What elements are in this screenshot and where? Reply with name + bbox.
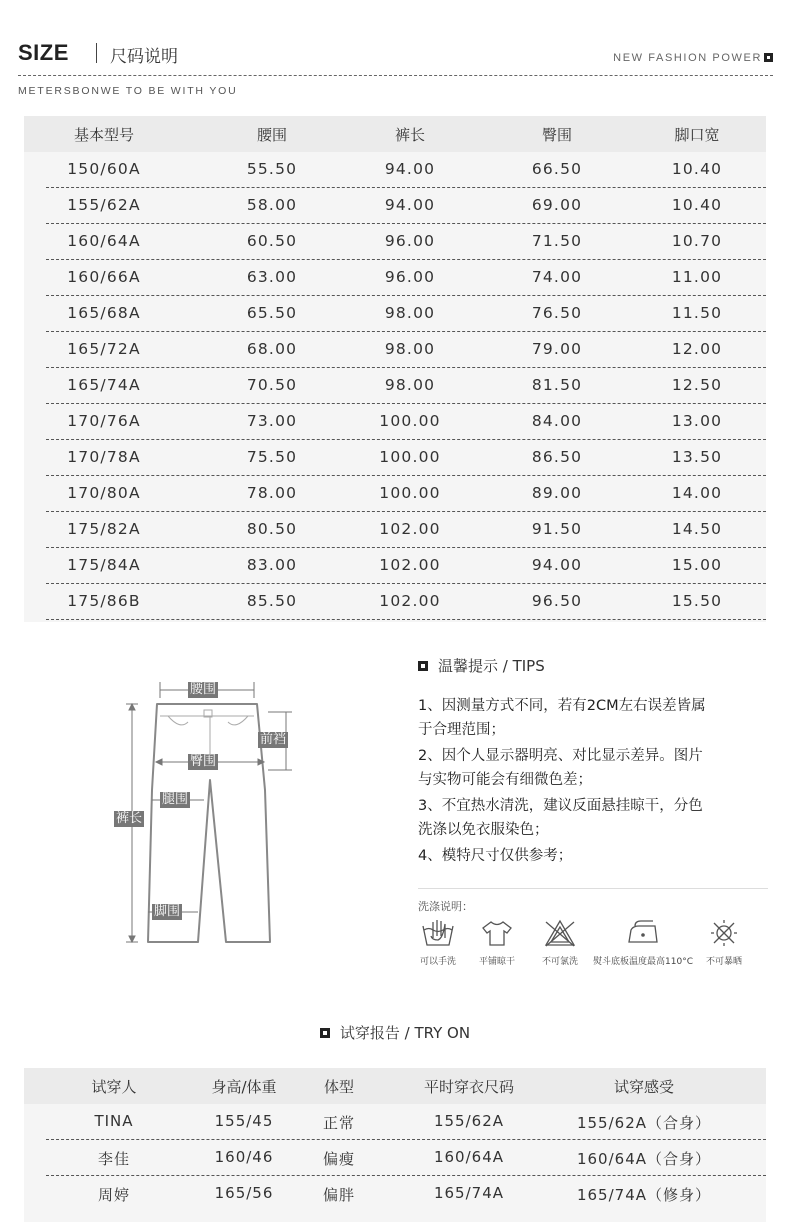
- cell-height-weight: 160/46: [214, 1148, 274, 1166]
- size-heading-cn: 尺码说明: [110, 47, 178, 67]
- cell-waist: 85.50: [246, 592, 298, 610]
- table-row: [24, 440, 766, 476]
- cell-feeling: 160/64A（合身）: [576, 1150, 712, 1168]
- tryon-title: [0, 1022, 790, 1043]
- cell-feeling: 165/74A（修身）: [576, 1186, 712, 1204]
- cell-hip: 84.00: [531, 412, 583, 430]
- cell-hem: 15.50: [671, 592, 723, 610]
- cell-usual-size: 155/62A: [433, 1112, 505, 1130]
- tip-line: 于合理范围；: [418, 722, 505, 738]
- iron-icon: [623, 918, 663, 948]
- col-header-hip: 臀围: [541, 126, 572, 144]
- page-header: [18, 38, 773, 98]
- cell-waist: 75.50: [246, 448, 298, 466]
- col-header-hem: 脚口宽: [674, 126, 720, 144]
- cell-model: 150/60A: [67, 160, 141, 178]
- size-table-header: [24, 116, 766, 152]
- tryon-table: [24, 1068, 766, 1222]
- cell-waist: 60.50: [246, 232, 298, 250]
- table-row: [24, 1104, 766, 1140]
- cell-model: 165/74A: [67, 376, 141, 394]
- cell-waist: 68.00: [246, 340, 298, 358]
- cell-model: 175/82A: [67, 520, 141, 538]
- tip-item: [418, 694, 768, 742]
- cell-waist: 55.50: [246, 160, 298, 178]
- tip-line: 洗涤以免衣服染色；: [418, 822, 549, 838]
- label-waist: 腰围: [190, 682, 217, 697]
- cell-height-weight: 165/56: [214, 1184, 274, 1202]
- table-row: [24, 1140, 766, 1176]
- cell-hem: 10.40: [671, 196, 723, 214]
- no-bleach-icon: [542, 918, 578, 948]
- cell-waist: 83.00: [246, 556, 298, 574]
- cell-waist: 58.00: [246, 196, 298, 214]
- iron-item: [588, 918, 698, 967]
- square-icon: [764, 53, 773, 62]
- tips-title: [418, 655, 768, 676]
- cell-model: 170/80A: [67, 484, 141, 502]
- wash-caption: 可以手洗: [419, 957, 456, 967]
- header-divider: [18, 75, 773, 76]
- col-header-feeling: 试穿感受: [613, 1078, 674, 1096]
- col-header-waist: 腰围: [256, 126, 287, 144]
- cell-length: 100.00: [379, 412, 441, 430]
- cell-model: 155/62A: [67, 196, 141, 214]
- size-table: [24, 116, 766, 622]
- tagline-text: NEW FASHION POWER: [613, 52, 762, 64]
- wash-caption: 不可氯洗: [541, 957, 578, 967]
- label-hip: 臀围: [190, 754, 217, 769]
- cell-feeling: 155/62A（合身）: [576, 1114, 712, 1132]
- cell-usual-size: 165/74A: [433, 1184, 505, 1202]
- cell-waist: 78.00: [246, 484, 298, 502]
- table-row: [24, 296, 766, 332]
- wash-caption: 不可暴晒: [705, 957, 742, 967]
- cell-length: 100.00: [379, 484, 441, 502]
- cell-usual-size: 160/64A: [433, 1148, 505, 1166]
- table-row: [24, 188, 766, 224]
- cell-length: 98.00: [384, 304, 436, 322]
- cell-length: 100.00: [379, 448, 441, 466]
- table-row: [24, 548, 766, 584]
- no-sun-item: [702, 918, 746, 967]
- cell-body-type: 偏瘦: [322, 1150, 355, 1168]
- label-length: 裤长: [116, 811, 143, 826]
- heading-divider: [96, 43, 97, 63]
- hand-wash-icon: [420, 918, 456, 948]
- table-row: [24, 1176, 766, 1212]
- table-row: [24, 260, 766, 296]
- cell-tester: 周婷: [97, 1186, 130, 1204]
- tryon-table-header: [24, 1068, 766, 1104]
- tip-line: 2、因个人显示器明亮、对比显示差异。图片: [418, 748, 703, 764]
- table-row: [24, 584, 766, 620]
- cell-length: 94.00: [384, 196, 436, 214]
- tip-line: 1、因测量方式不同，若有2CM左右误差皆属: [418, 698, 706, 714]
- cell-waist: 73.00: [246, 412, 298, 430]
- table-row: [24, 368, 766, 404]
- size-heading: SIZE: [18, 40, 69, 65]
- cell-length: 102.00: [379, 592, 441, 610]
- label-thigh: 腿围: [162, 792, 189, 807]
- wash-caption: 熨斗底板温度最高110°C: [593, 957, 693, 967]
- table-row: [24, 224, 766, 260]
- cell-hem: 11.50: [671, 304, 723, 322]
- table-row: [24, 404, 766, 440]
- cell-model: 175/84A: [67, 556, 141, 574]
- col-header-usual-size: 平时穿衣尺码: [423, 1078, 514, 1096]
- no-sun-icon: [706, 918, 742, 948]
- cell-hem: 10.70: [671, 232, 723, 250]
- cell-hem: 14.00: [671, 484, 723, 502]
- cell-hip: 81.50: [531, 376, 583, 394]
- cell-body-type: 偏胖: [322, 1186, 355, 1204]
- cell-model: 165/68A: [67, 304, 141, 322]
- cell-body-type: 正常: [322, 1114, 355, 1132]
- cell-model: 170/76A: [67, 412, 141, 430]
- table-row: [24, 152, 766, 188]
- tips-title-text: 温馨提示 / TIPS: [438, 657, 545, 675]
- tip-item: [418, 744, 768, 792]
- cell-length: 98.00: [384, 376, 436, 394]
- cell-length: 94.00: [384, 160, 436, 178]
- tryon-title-text: 试穿报告 / TRY ON: [339, 1024, 471, 1042]
- wash-icons: [418, 918, 768, 970]
- cell-model: 160/66A: [67, 268, 141, 286]
- cell-hip: 94.00: [531, 556, 583, 574]
- cell-hem: 15.00: [671, 556, 723, 574]
- cell-hip: 69.00: [531, 196, 583, 214]
- tagline: [613, 52, 773, 64]
- cell-length: 96.00: [384, 232, 436, 250]
- cell-model: 175/86B: [67, 592, 141, 610]
- wash-label: 洗涤说明：: [418, 900, 473, 913]
- col-header-height-weight: 身高/体重: [211, 1078, 277, 1096]
- table-row: [24, 476, 766, 512]
- dry-flat-icon: [479, 918, 515, 948]
- table-row: [24, 332, 766, 368]
- cell-hem: 13.00: [671, 412, 723, 430]
- col-header-tester: 试穿人: [91, 1078, 137, 1096]
- cell-length: 96.00: [384, 268, 436, 286]
- cell-length: 102.00: [379, 520, 441, 538]
- cell-waist: 80.50: [246, 520, 298, 538]
- wash-caption: 平铺晾干: [478, 957, 515, 967]
- cell-hem: 12.00: [671, 340, 723, 358]
- cell-hip: 71.50: [531, 232, 583, 250]
- label-hem: 脚围: [154, 904, 181, 919]
- cell-tester: 李佳: [97, 1150, 130, 1168]
- cell-length: 98.00: [384, 340, 436, 358]
- tips-section: [418, 655, 768, 870]
- cell-hip: 91.50: [531, 520, 583, 538]
- cell-hem: 11.00: [671, 268, 723, 286]
- cell-height-weight: 155/45: [214, 1112, 274, 1130]
- no-bleach-item: [538, 918, 582, 967]
- cell-tester: TINA: [94, 1112, 134, 1130]
- cell-hip: 66.50: [531, 160, 583, 178]
- tip-line: 4、模特尺寸仅供参考；: [418, 848, 573, 864]
- cell-hip: 74.00: [531, 268, 583, 286]
- cell-hip: 89.00: [531, 484, 583, 502]
- square-icon: [320, 1028, 330, 1038]
- col-header-length: 裤长: [394, 126, 425, 144]
- dry-flat-item: [474, 918, 520, 967]
- wash-divider: [418, 888, 768, 889]
- cell-hem: 10.40: [671, 160, 723, 178]
- tip-line: 与实物可能会有细微色差；: [418, 772, 592, 788]
- cell-waist: 65.50: [246, 304, 298, 322]
- cell-waist: 63.00: [246, 268, 298, 286]
- pants-diagram: [100, 670, 320, 960]
- cell-hip: 96.50: [531, 592, 583, 610]
- brand-subtitle: METERSBONWE TO BE WITH YOU: [18, 85, 238, 97]
- cell-hem: 14.50: [671, 520, 723, 538]
- cell-hip: 79.00: [531, 340, 583, 358]
- tip-line: 3、不宜热水清洗，建议反面悬挂晾干，分色: [418, 798, 703, 814]
- tip-item: [418, 844, 768, 868]
- cell-waist: 70.50: [246, 376, 298, 394]
- row-divider: [46, 619, 766, 620]
- col-header-model: 基本型号: [73, 126, 134, 144]
- label-front-rise: 前裆: [260, 732, 287, 747]
- tips-list: [418, 694, 768, 868]
- table-row: [24, 512, 766, 548]
- cell-length: 102.00: [379, 556, 441, 574]
- cell-model: 160/64A: [67, 232, 141, 250]
- tip-item: [418, 794, 768, 842]
- cell-hip: 76.50: [531, 304, 583, 322]
- cell-hip: 86.50: [531, 448, 583, 466]
- cell-hem: 12.50: [671, 376, 723, 394]
- cell-model: 165/72A: [67, 340, 141, 358]
- hand-wash-item: [418, 918, 458, 967]
- square-icon: [418, 661, 428, 671]
- cell-model: 170/78A: [67, 448, 141, 466]
- col-header-body-type: 体型: [323, 1078, 354, 1096]
- cell-hem: 13.50: [671, 448, 723, 466]
